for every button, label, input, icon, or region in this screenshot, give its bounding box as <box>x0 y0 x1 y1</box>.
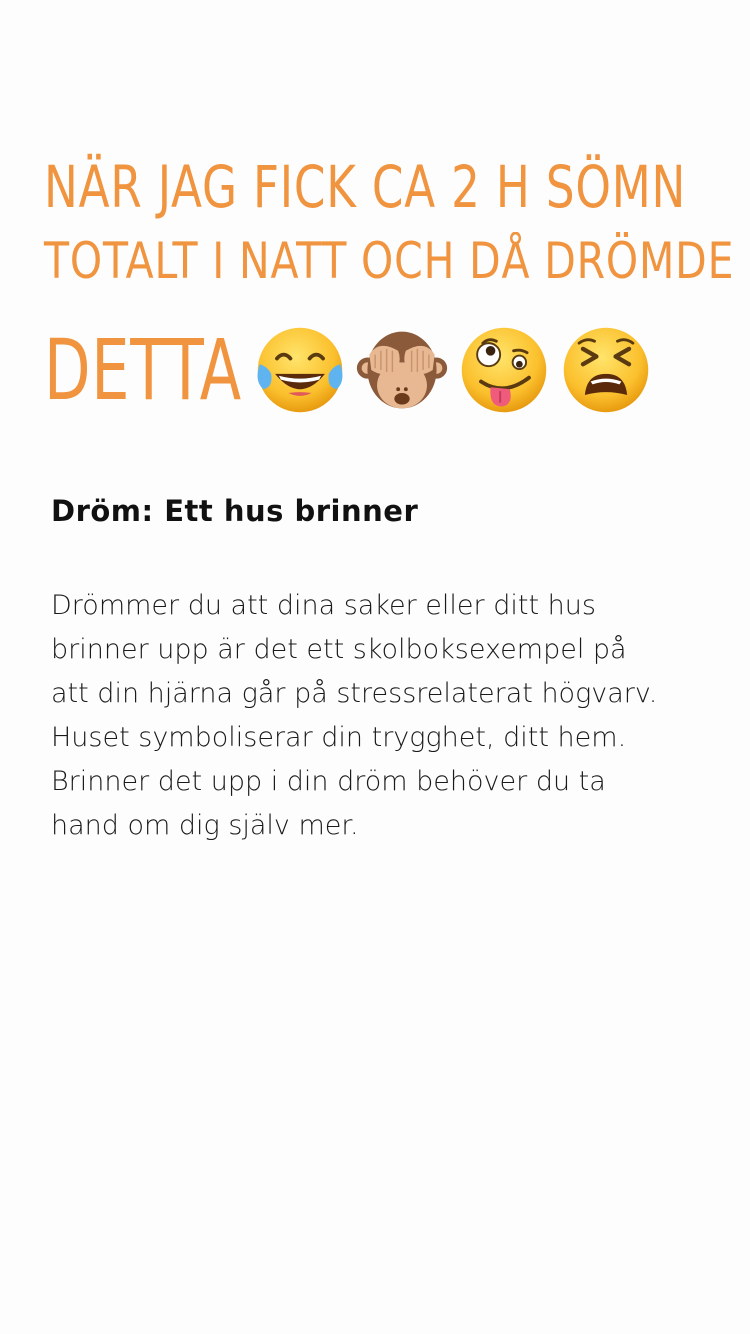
article-body-line: hand om dig själv mer. <box>51 810 359 841</box>
headline-line-3-text: DETTA <box>44 321 242 419</box>
article-body-line: brinner upp är det ett skolboksexempel på <box>51 634 627 665</box>
article-body-line: Brinner det upp i din dröm behöver du ta <box>51 766 606 797</box>
headline-line-3 <box>44 320 724 420</box>
tired-face-icon <box>558 322 654 418</box>
article-body-line: att din hjärna går på stressrelaterat högvarv. <box>51 678 658 709</box>
zany-face-icon <box>456 322 552 418</box>
article-body-line: Huset symboliserar din trygghet, ditt hem. <box>51 722 627 753</box>
face-with-tears-of-joy-icon <box>252 322 348 418</box>
story-headline <box>44 153 735 420</box>
article-title: Dröm: Ett hus brinner <box>51 494 419 528</box>
emoji-row <box>252 322 654 418</box>
dream-article <box>51 488 691 875</box>
see-no-evil-monkey-icon <box>354 322 450 418</box>
article-body <box>51 584 691 848</box>
article-body-line: Drömmer du att dina saker eller ditt hus <box>51 590 596 621</box>
headline-line-1: NÄR JAG FICK CA 2 H SÖMN <box>44 153 687 221</box>
headline-line-2: TOTALT I NATT OCH DÅ DRÖMDE <box>44 232 735 290</box>
